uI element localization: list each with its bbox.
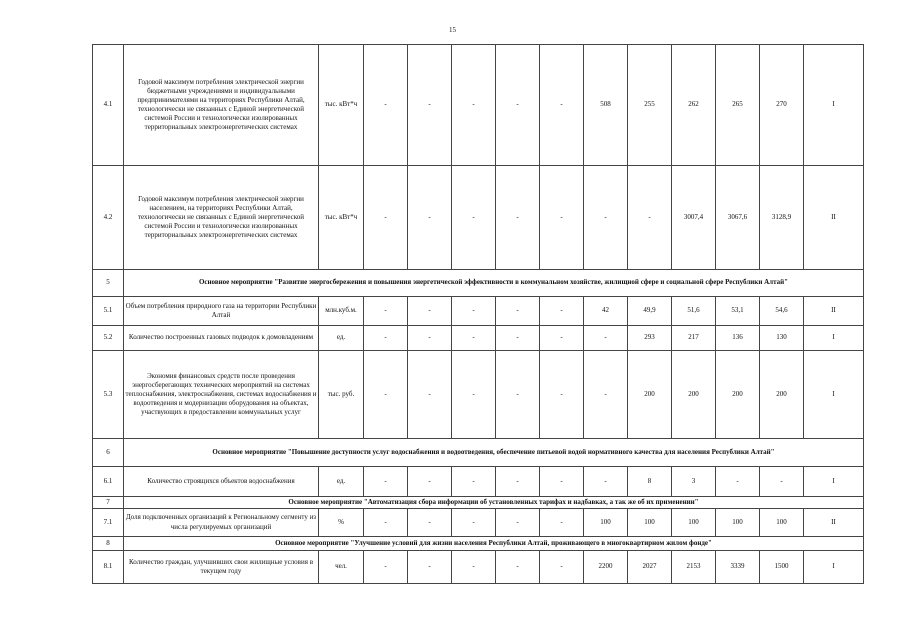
value-cell: - — [584, 351, 628, 439]
category-cell: II — [804, 509, 864, 537]
value-cell: 270 — [760, 45, 804, 166]
value-cell: - — [364, 551, 408, 584]
value-cell: 2153 — [672, 551, 716, 584]
section-title: Основное мероприятие "Автоматизация сбора информации об установленных тарифах и надбавках, а так же об их применении" — [124, 497, 864, 509]
value-cell: - — [496, 45, 540, 166]
value-cell: - — [408, 297, 452, 326]
value-cell: - — [452, 509, 496, 537]
value-cell: 217 — [672, 326, 716, 351]
value-cell: 100 — [716, 509, 760, 537]
value-cell: 200 — [760, 351, 804, 439]
value-cell: 100 — [628, 509, 672, 537]
value-cell: - — [364, 326, 408, 351]
value-cell: - — [540, 509, 584, 537]
value-cell: - — [584, 467, 628, 497]
value-cell: - — [408, 509, 452, 537]
value-cell: 54,6 — [760, 297, 804, 326]
value-cell: - — [716, 467, 760, 497]
value-cell: - — [408, 45, 452, 166]
row-number: 6.1 — [93, 467, 124, 497]
row-number: 7.1 — [93, 509, 124, 537]
value-cell: 8 — [628, 467, 672, 497]
value-cell: 136 — [716, 326, 760, 351]
value-cell: - — [452, 45, 496, 166]
indicator-name: Количество построенных газовых подводок к домовладениям — [124, 326, 319, 351]
value-cell: - — [364, 467, 408, 497]
value-cell: - — [408, 326, 452, 351]
table-row — [93, 467, 864, 497]
section-row — [93, 439, 864, 467]
value-cell: - — [364, 45, 408, 166]
row-number: 7 — [93, 497, 124, 509]
value-cell: 1500 — [760, 551, 804, 584]
value-cell: - — [540, 297, 584, 326]
value-cell: - — [364, 166, 408, 270]
value-cell: 200 — [672, 351, 716, 439]
value-cell: 3 — [672, 467, 716, 497]
value-cell: - — [364, 297, 408, 326]
value-cell: 265 — [716, 45, 760, 166]
row-number: 4.2 — [93, 166, 124, 270]
value-cell: 262 — [672, 45, 716, 166]
section-title: Основное мероприятие "Повышение доступности услуг водоснабжения и водоотведения, обеспечение питьевой водой нормативного качества для населения Республики Алтай" — [124, 439, 864, 467]
section-title: Основное мероприятие "Улучшение условий для жизни населения Республики Алтай, проживающего в многоквартирном жилом фонде" — [124, 537, 864, 551]
value-cell: - — [496, 297, 540, 326]
value-cell: 3339 — [716, 551, 760, 584]
indicators-table — [92, 44, 864, 584]
category-cell: I — [804, 551, 864, 584]
indicator-name: Количество строящихся объектов водоснабжения — [124, 467, 319, 497]
value-cell: - — [584, 326, 628, 351]
table-row — [93, 551, 864, 584]
value-cell: - — [408, 551, 452, 584]
category-cell: I — [804, 351, 864, 439]
section-title: Основное мероприятие "Развитие энергосбережения и повышения энергетической эффективности в коммунальном хозяйстве, жилищной сфере и социальной сфере Республики Алтай" — [124, 270, 864, 297]
value-cell: 293 — [628, 326, 672, 351]
table-row — [93, 351, 864, 439]
indicator-name: Количество граждан, улучшивших свои жилищные условия в текущем году — [124, 551, 319, 584]
unit-cell: тыс. руб. — [319, 351, 364, 439]
indicator-name: Объем потребления природного газа на территории Республики Алтай — [124, 297, 319, 326]
row-number: 5.3 — [93, 351, 124, 439]
value-cell: - — [408, 166, 452, 270]
value-cell: 100 — [672, 509, 716, 537]
value-cell: - — [452, 297, 496, 326]
value-cell: 130 — [760, 326, 804, 351]
value-cell: - — [584, 166, 628, 270]
section-row — [93, 270, 864, 297]
value-cell: 100 — [584, 509, 628, 537]
section-row — [93, 497, 864, 509]
indicator-name: Годовой максимум потребления электрической энергии бюджетными учреждениями и индивидуальными предпринимателями на территориях Республики Алтай, технологически не связанных с Единой энергетической системой России и технологически изолированных территориальных электроэнергетических системах — [124, 45, 319, 166]
table-body — [93, 45, 864, 584]
unit-cell: тыс. кВт*ч — [319, 166, 364, 270]
value-cell: - — [628, 166, 672, 270]
indicator-name: Годовой максимум потребления электрической энергии населением, на территориях Республики Алтай, технологически не связанных с Единой энергетической системой России и технологически изолированных территориальных электроэнергетических системах — [124, 166, 319, 270]
page-number: 15 — [449, 26, 456, 34]
value-cell: - — [452, 166, 496, 270]
value-cell: 100 — [760, 509, 804, 537]
row-number: 5.2 — [93, 326, 124, 351]
value-cell: - — [452, 351, 496, 439]
value-cell: 508 — [584, 45, 628, 166]
value-cell: 2027 — [628, 551, 672, 584]
value-cell: - — [496, 467, 540, 497]
value-cell: - — [408, 467, 452, 497]
category-cell: II — [804, 166, 864, 270]
unit-cell: млн.куб.м. — [319, 297, 364, 326]
value-cell: 53,1 — [716, 297, 760, 326]
value-cell: - — [540, 551, 584, 584]
value-cell: - — [540, 351, 584, 439]
value-cell: - — [496, 509, 540, 537]
table-row — [93, 297, 864, 326]
value-cell: - — [760, 467, 804, 497]
value-cell: - — [496, 326, 540, 351]
category-cell: I — [804, 45, 864, 166]
indicator-name: Доля подключенных организаций к Региональному сегменту из числа регулируемых организаций — [124, 509, 319, 537]
value-cell: 3007,4 — [672, 166, 716, 270]
value-cell: - — [408, 351, 452, 439]
row-number: 4.1 — [93, 45, 124, 166]
section-row — [93, 537, 864, 551]
value-cell: 200 — [716, 351, 760, 439]
value-cell: - — [540, 45, 584, 166]
unit-cell: чел. — [319, 551, 364, 584]
unit-cell: ед. — [319, 467, 364, 497]
unit-cell: ед. — [319, 326, 364, 351]
indicator-name: Экономия финансовых средств после проведения энергосберегающих технических мероприятий на системах теплоснабжения, электроснабжения, системах водоснабжения и водоотведения и модернизации оборудования на объектах, участвующих в предоставлении коммунальных услуг — [124, 351, 319, 439]
row-number: 8.1 — [93, 551, 124, 584]
table-row — [93, 509, 864, 537]
category-cell: II — [804, 297, 864, 326]
unit-cell: % — [319, 509, 364, 537]
row-number: 8 — [93, 537, 124, 551]
value-cell: - — [496, 551, 540, 584]
table-row — [93, 45, 864, 166]
value-cell: - — [364, 351, 408, 439]
row-number: 5.1 — [93, 297, 124, 326]
value-cell: 3128,9 — [760, 166, 804, 270]
value-cell: 49,9 — [628, 297, 672, 326]
value-cell: 255 — [628, 45, 672, 166]
value-cell: - — [452, 467, 496, 497]
value-cell: 51,6 — [672, 297, 716, 326]
value-cell: - — [496, 166, 540, 270]
value-cell: - — [364, 509, 408, 537]
row-number: 6 — [93, 439, 124, 467]
value-cell: 42 — [584, 297, 628, 326]
category-cell: I — [804, 326, 864, 351]
value-cell: 200 — [628, 351, 672, 439]
table-row — [93, 166, 864, 270]
row-number: 5 — [93, 270, 124, 297]
value-cell: - — [540, 467, 584, 497]
category-cell: I — [804, 467, 864, 497]
value-cell: - — [452, 326, 496, 351]
value-cell: - — [540, 326, 584, 351]
value-cell: - — [452, 551, 496, 584]
value-cell: - — [540, 166, 584, 270]
value-cell: 2200 — [584, 551, 628, 584]
value-cell: 3067,6 — [716, 166, 760, 270]
unit-cell: тыс. кВт*ч — [319, 45, 364, 166]
table-row — [93, 326, 864, 351]
value-cell: - — [496, 351, 540, 439]
